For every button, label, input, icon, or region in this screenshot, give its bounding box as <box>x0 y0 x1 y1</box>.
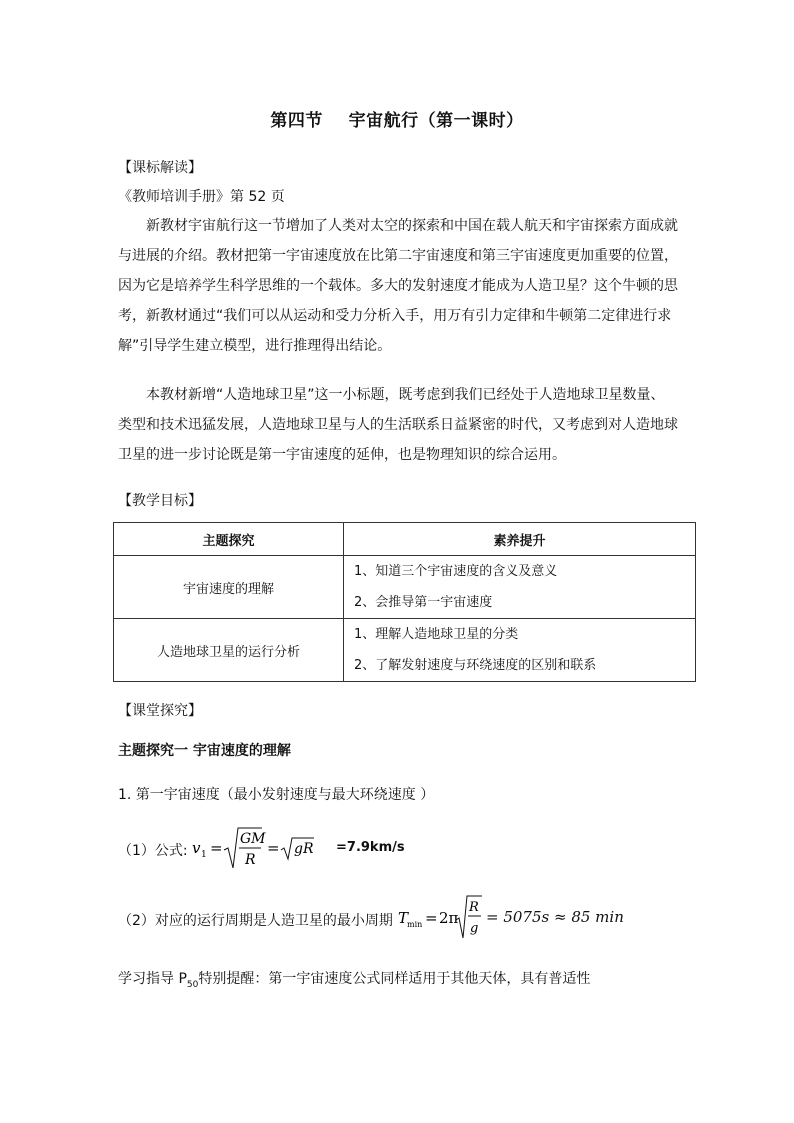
formula2-g: g <box>470 921 479 936</box>
paragraph-2: 本教材新增“人造地球卫星”这一小标题，既考虑到我们已经处于人造地球卫星数量、类型和技术迅猛发展，人造地球卫星与人的生活联系日益紧密的时代，又考虑到对人造地球卫星的进一步讨论既是第一宇宙速度的延伸，也是物理知识的综合运用。 <box>118 387 678 463</box>
table-header-topic: 主题探究 <box>114 523 344 556</box>
topic1-heading: 主题探究一 宇宙速度的理解 <box>118 743 291 759</box>
formula2-label: （2）对应的运行周期是人造卫星的最小周期 <box>118 913 393 929</box>
formula2-2pi: 2π <box>439 909 459 927</box>
table-cell-items <box>344 619 696 682</box>
paragraph-1: 新教材宇宙航行这一节增加了人类对太空的探索和中国在载人航天和宇宙探索方面成就与进展的介绍。教材把第一宇宙速度放在比第二宇宙速度和第三宇宙速度更加重要的位置，因为它是培养学生科学思维的一个载体。多大的发射速度才能成为人造卫星？这个牛顿的思考，新教材通过“我们可以从运动和受力分析入手，用万有引力定律和牛顿第二定律进行求解”引导学生建立模型，进行推理得出结论。 <box>118 218 678 354</box>
formula2-t: T <box>398 909 409 927</box>
formula1-value: =7.9km/s <box>336 840 405 855</box>
goals-table <box>113 522 696 682</box>
table-cell-items <box>344 556 696 619</box>
formula1-eq2: = <box>267 839 280 857</box>
table-row <box>114 556 696 619</box>
formula2-expression <box>396 890 486 942</box>
note-text: 特别提醒：第一宇宙速度公式同样适用于其他天体，具有普适性 <box>198 971 591 987</box>
section-curriculum-heading: 【课标解读】 <box>118 160 202 176</box>
formula1-v: v <box>192 839 201 857</box>
formula2-value: = 5075s ≈ 85 min <box>486 908 624 926</box>
formula1-eq: = <box>210 839 223 857</box>
table-header-literacy: 素养提升 <box>344 523 696 556</box>
formula1-gr: gR <box>294 841 314 857</box>
formula1-r: R <box>245 852 256 868</box>
list-item: 2、了解发射速度与环绕速度的区别和联系 <box>354 658 597 673</box>
formula1-label: （1）公式: <box>118 843 188 859</box>
list-item: 2、会推导第一宇宙速度 <box>354 595 493 610</box>
note-line <box>118 968 590 990</box>
table-cell-topic: 人造地球卫星的运行分析 <box>114 619 344 682</box>
section-goals-heading: 【教学目标】 <box>118 493 202 509</box>
formula2-eq: = <box>425 909 438 927</box>
formula2-r: R <box>469 900 479 915</box>
page-title: 第四节 宇宙航行（第一课时） <box>270 111 524 131</box>
table-header-row <box>114 523 696 556</box>
section-explore-heading: 【课堂探究】 <box>118 703 202 719</box>
reference-line: 《教师培训手册》第 52 页 <box>118 189 285 205</box>
formula1-sub: 1 <box>201 850 207 860</box>
table-cell-topic: 宇宙速度的理解 <box>114 556 344 619</box>
note-subscript: 50 <box>186 980 199 990</box>
list-item: 1、知道三个宇宙速度的含义及意义 <box>354 564 558 579</box>
note-prefix: 学习指导 P <box>118 971 187 987</box>
list-item: 1、理解人造地球卫星的分类 <box>354 627 519 642</box>
formula1-expression <box>190 822 340 874</box>
formula1-gm: GM <box>240 831 266 847</box>
formula2-sub: min <box>407 920 423 929</box>
table-row <box>114 619 696 682</box>
item-1: 1. 第一宇宙速度（最小发射速度与最大环绕速度 ） <box>118 787 435 803</box>
